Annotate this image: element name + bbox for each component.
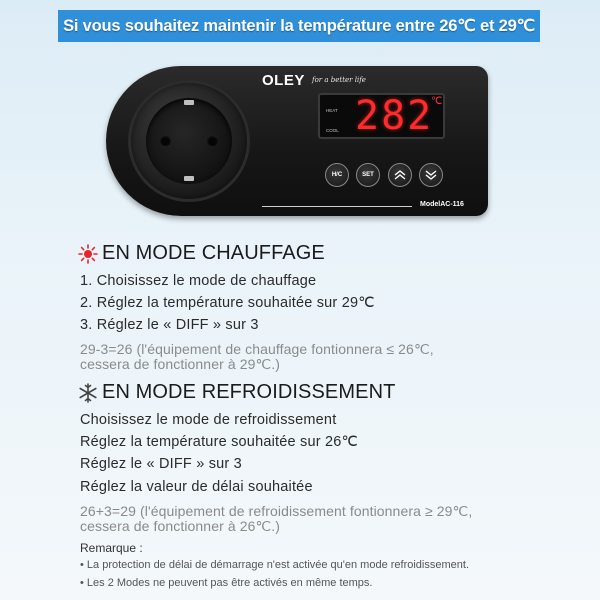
brand-tagline: for a better life bbox=[312, 76, 366, 84]
cooling-note-line-1: 26+3=29 (l'équipement de refroidissement fontionnera ≥ 29℃, bbox=[80, 503, 473, 519]
cooling-note-line-2: cessera de fonctionner à 26℃.) bbox=[80, 518, 281, 534]
down-button[interactable] bbox=[419, 163, 443, 187]
sun-icon bbox=[78, 244, 98, 264]
remarks-title: Remarque : bbox=[80, 541, 143, 555]
hc-button-label: H/C bbox=[331, 172, 343, 178]
remark-item-1: • La protection de délai de démarrage n'est activée qu'en mode refroidissement. bbox=[80, 559, 470, 571]
socket-pin-hole-right bbox=[207, 135, 218, 146]
heating-step-1: 1. Choisissez le mode de chauffage bbox=[80, 273, 317, 289]
brand-logo: OLEY bbox=[262, 72, 305, 89]
model-label: ModelAC-116 bbox=[420, 201, 464, 208]
set-button-label: SET bbox=[362, 172, 374, 178]
heat-indicator: HEAT bbox=[326, 108, 338, 113]
cooling-title: EN MODE REFROIDISSEMENT bbox=[102, 381, 396, 403]
heating-title: EN MODE CHAUFFAGE bbox=[102, 242, 325, 264]
hc-button[interactable] bbox=[325, 163, 349, 187]
double-chevron-up-icon bbox=[394, 170, 406, 180]
cooling-step-2: Réglez la température souhaitée sur 26℃ bbox=[80, 434, 358, 450]
cooling-step-4: Réglez la valeur de délai souhaitée bbox=[80, 479, 313, 495]
remark-item-2: • Les 2 Modes ne peuvent pas être activés en même temps. bbox=[80, 577, 373, 589]
celsius-unit: ℃ bbox=[431, 96, 443, 107]
heating-step-2: 2. Réglez la température souhaitée sur 29℃ bbox=[80, 295, 375, 311]
set-button[interactable] bbox=[356, 163, 380, 187]
snowflake-icon bbox=[78, 383, 98, 403]
earth-clip-bottom bbox=[184, 176, 194, 181]
cool-indicator: COOL bbox=[326, 128, 339, 133]
socket-recess bbox=[146, 98, 232, 184]
heating-note-line-2: cessera de fonctionner à 29℃.) bbox=[80, 356, 281, 372]
device-divider bbox=[262, 206, 412, 207]
banner-text: Si vous souhaitez maintenir la température entre 26℃ et 29℃ bbox=[63, 17, 535, 35]
heating-note-line-1: 29-3=26 (l'équipement de chauffage fontionnera ≤ 26℃, bbox=[80, 341, 434, 357]
earth-clip-top bbox=[184, 100, 194, 105]
double-chevron-down-icon bbox=[425, 170, 437, 180]
title-banner bbox=[58, 10, 540, 42]
cooling-step-3: Réglez le « DIFF » sur 3 bbox=[80, 456, 242, 472]
cooling-step-1: Choisissez le mode de refroidissement bbox=[80, 412, 337, 428]
up-button[interactable] bbox=[388, 163, 412, 187]
socket-pin-hole-left bbox=[160, 135, 171, 146]
heating-step-3: 3. Réglez le « DIFF » sur 3 bbox=[80, 317, 259, 333]
temperature-readout: 282 bbox=[355, 93, 434, 139]
